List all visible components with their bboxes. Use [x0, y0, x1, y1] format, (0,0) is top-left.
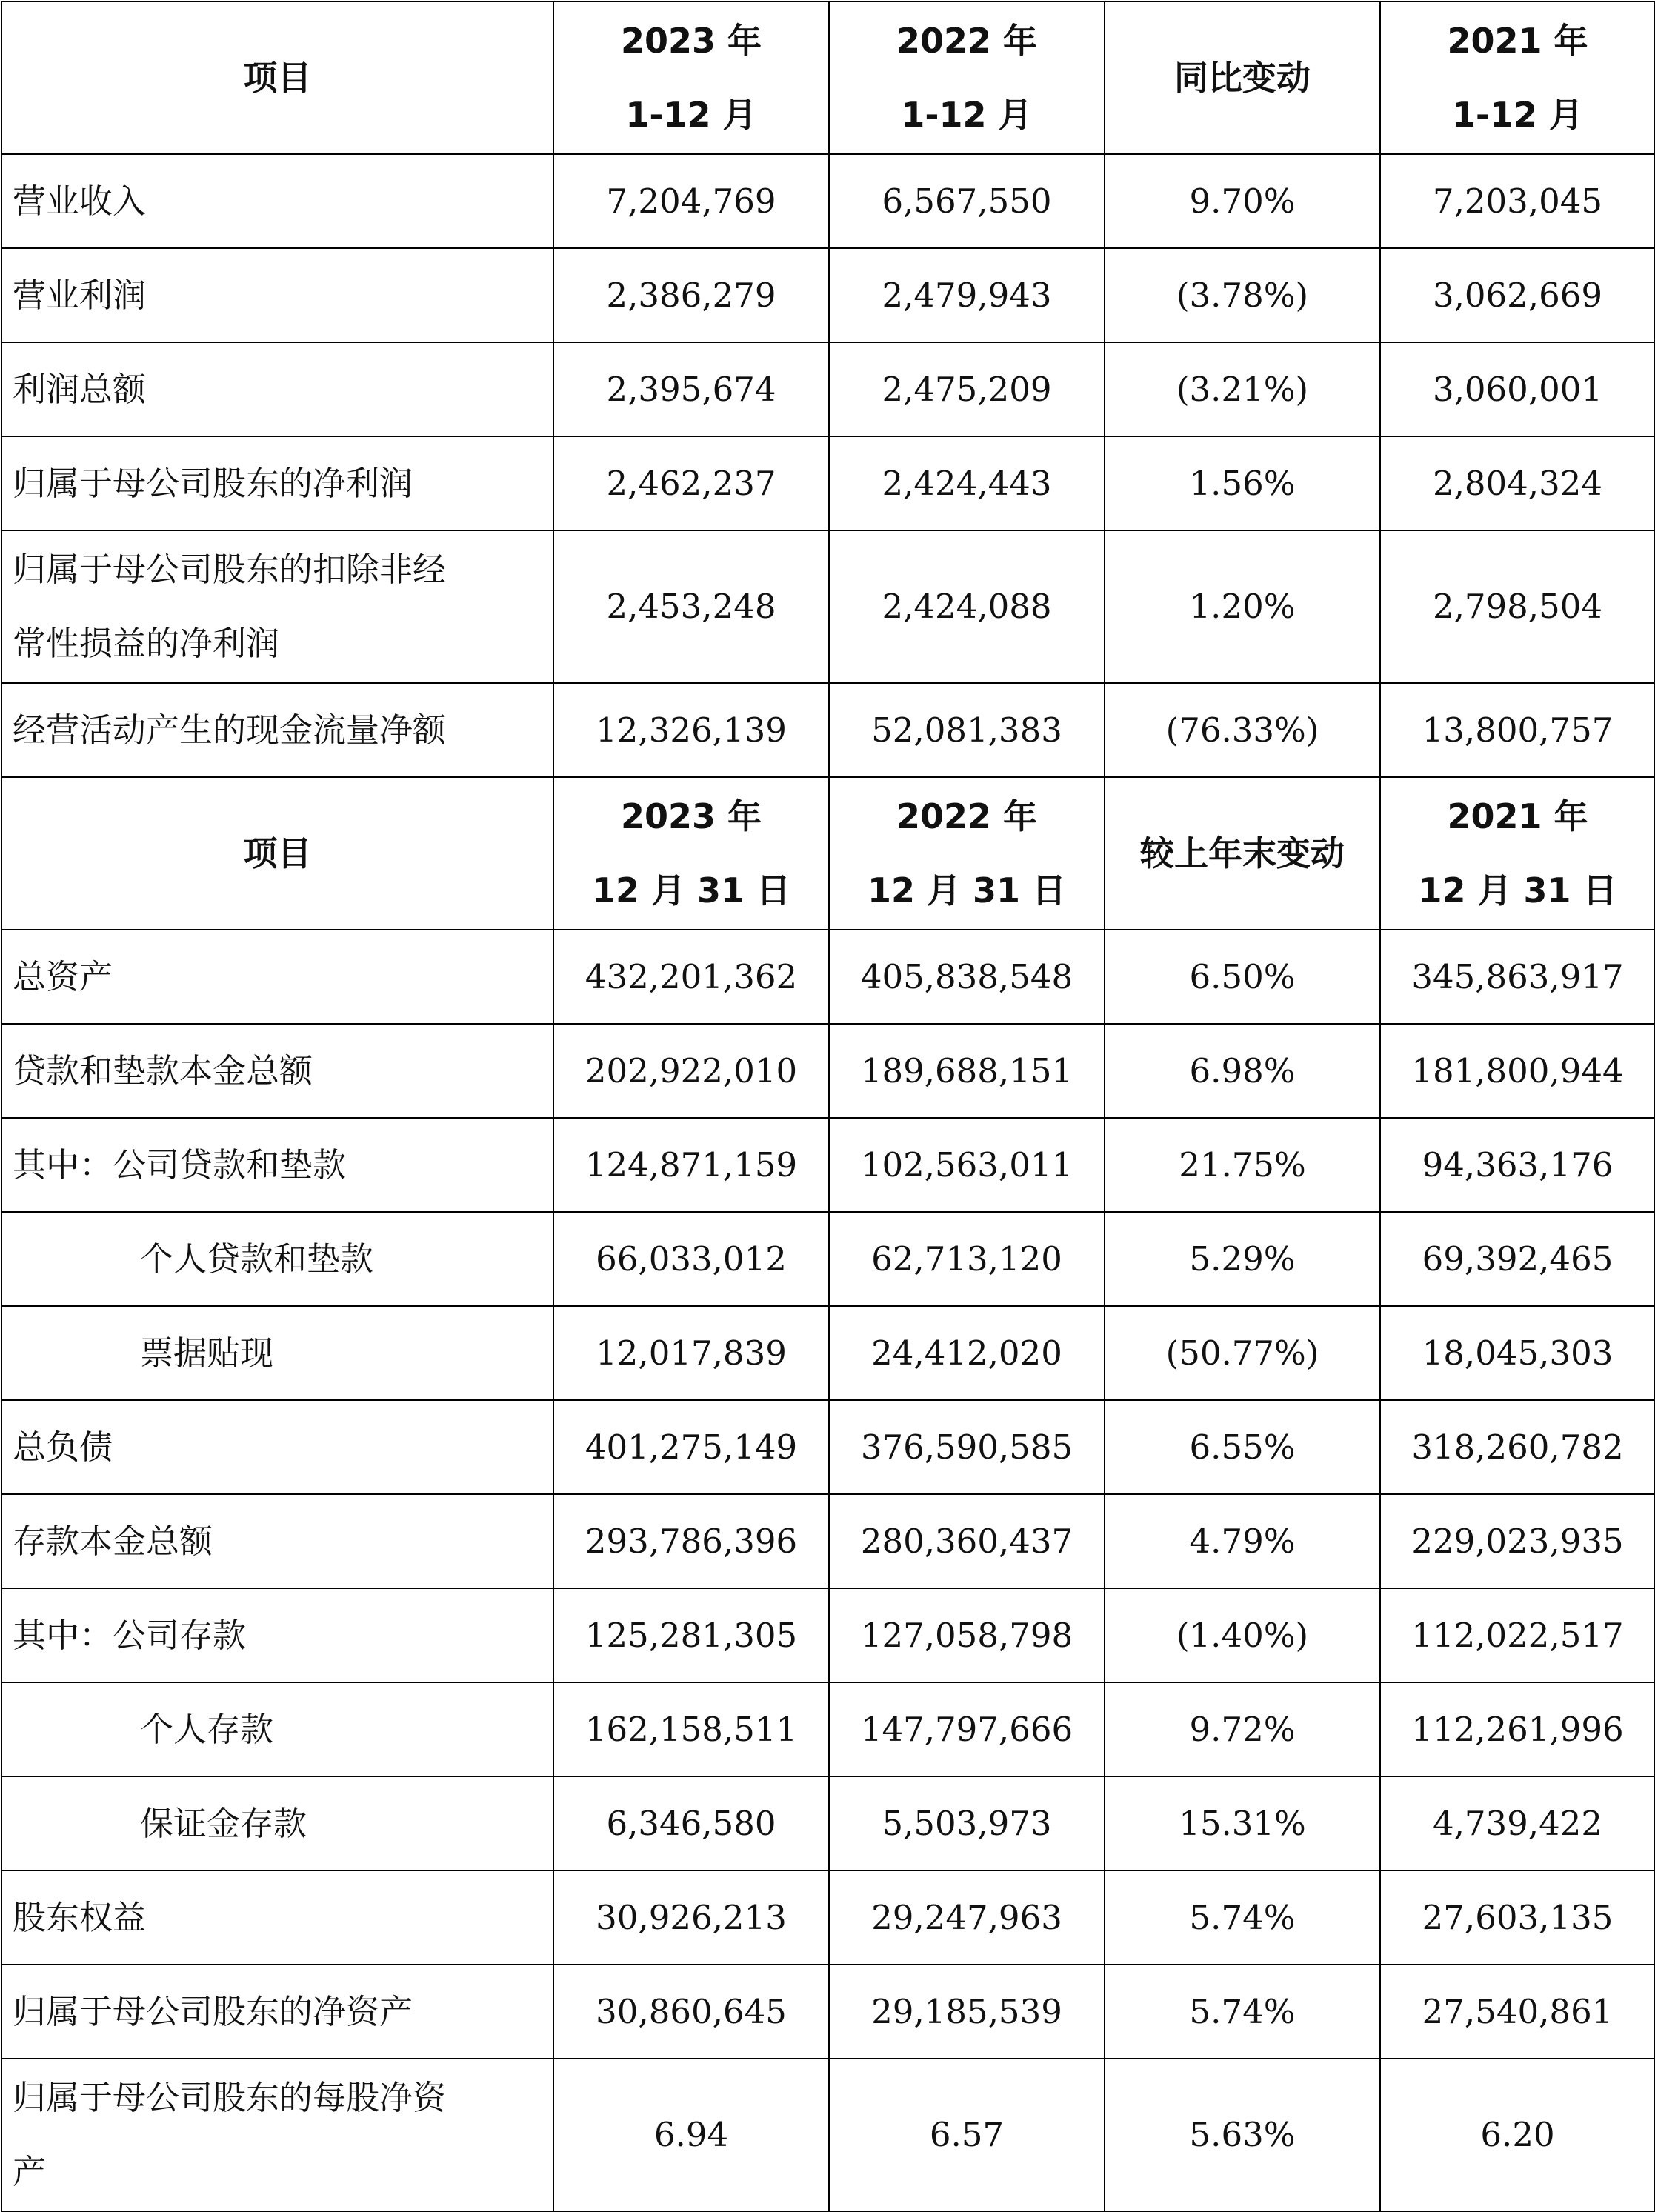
value-2021: 4,739,422	[1380, 1776, 1655, 1870]
value-2022: 2,475,209	[829, 342, 1105, 436]
value-2021: 318,260,782	[1380, 1400, 1655, 1494]
value-change: 9.72%	[1105, 1682, 1380, 1776]
value-2023: 2,462,237	[553, 436, 829, 530]
value-change: 6.98%	[1105, 1024, 1380, 1118]
header-row-balance	[1, 777, 1655, 930]
header-2023	[553, 1, 829, 154]
row-label: 贷款和垫款本金总额	[1, 1024, 553, 1118]
value-2022: 127,058,798	[829, 1588, 1105, 1682]
value-change: (3.78%)	[1105, 248, 1380, 342]
value-2021: 2,798,504	[1380, 530, 1655, 683]
value-2022: 6,567,550	[829, 154, 1105, 248]
row-label: 利润总额	[1, 342, 553, 436]
value-2022: 52,081,383	[829, 683, 1105, 777]
value-2023: 401,275,149	[553, 1400, 829, 1494]
table-row	[1, 1870, 1655, 1965]
value-change: 15.31%	[1105, 1776, 1380, 1870]
value-2023: 30,860,645	[553, 1965, 829, 2059]
table-row	[1, 1306, 1655, 1400]
header-2022-period: 1-12 月	[901, 95, 1033, 135]
value-change: (3.21%)	[1105, 342, 1380, 436]
row-label-line1: 归属于母公司股东的扣除非经	[13, 550, 447, 589]
value-2023: 6,346,580	[553, 1776, 829, 1870]
header-2023-year: 2023 年	[620, 21, 762, 61]
row-label-line2: 常性损益的净利润	[13, 624, 280, 663]
table-row	[1, 154, 1655, 248]
value-change: 1.20%	[1105, 530, 1380, 683]
header-2021-period: 1-12 月	[1451, 95, 1584, 135]
value-2023: 162,158,511	[553, 1682, 829, 1776]
table-row	[1, 1024, 1655, 1118]
header-2023	[553, 777, 829, 930]
row-label-line1: 归属于母公司股东的每股净资	[13, 2078, 447, 2117]
value-2021: 13,800,757	[1380, 683, 1655, 777]
row-label: 个人贷款和垫款	[1, 1212, 553, 1306]
row-label	[1, 530, 553, 683]
financial-summary-table	[1, 1, 1655, 2212]
table-row	[1, 1776, 1655, 1870]
header-row-period	[1, 1, 1655, 154]
value-2021: 27,540,861	[1380, 1965, 1655, 2059]
row-label: 存款本金总额	[1, 1494, 553, 1588]
header-2022-year: 2022 年	[896, 21, 1038, 61]
value-2023: 2,386,279	[553, 248, 829, 342]
row-label: 票据贴现	[1, 1306, 553, 1400]
row-label: 总负债	[1, 1400, 553, 1494]
value-2023: 30,926,213	[553, 1870, 829, 1965]
value-change: 4.79%	[1105, 1494, 1380, 1588]
value-change: 5.74%	[1105, 1965, 1380, 2059]
table-row	[1, 2059, 1655, 2211]
value-2022: 29,247,963	[829, 1870, 1105, 1965]
value-2022: 189,688,151	[829, 1024, 1105, 1118]
value-2023: 2,395,674	[553, 342, 829, 436]
table-row	[1, 530, 1655, 683]
value-change: (1.40%)	[1105, 1588, 1380, 1682]
table-row	[1, 930, 1655, 1024]
header-2021	[1380, 1, 1655, 154]
header-item: 项目	[1, 1, 553, 154]
value-2021: 112,022,517	[1380, 1588, 1655, 1682]
value-2023: 6.94	[553, 2059, 829, 2211]
value-2021: 27,603,135	[1380, 1870, 1655, 1965]
value-2022: 5,503,973	[829, 1776, 1105, 1870]
value-2023: 202,922,010	[553, 1024, 829, 1118]
value-2022: 280,360,437	[829, 1494, 1105, 1588]
header-change-vs-prior-year-end: 较上年末变动	[1105, 777, 1380, 930]
value-2022: 24,412,020	[829, 1306, 1105, 1400]
value-2021: 3,060,001	[1380, 342, 1655, 436]
value-2022: 376,590,585	[829, 1400, 1105, 1494]
value-change: 9.70%	[1105, 154, 1380, 248]
row-label: 其中：公司存款	[1, 1588, 553, 1682]
header-2021	[1380, 777, 1655, 930]
value-change: (50.77%)	[1105, 1306, 1380, 1400]
value-2023: 124,871,159	[553, 1118, 829, 1212]
value-2023: 7,204,769	[553, 154, 829, 248]
value-2021: 7,203,045	[1380, 154, 1655, 248]
value-change: 5.74%	[1105, 1870, 1380, 1965]
row-label: 归属于母公司股东的净利润	[1, 436, 553, 530]
value-change: 5.63%	[1105, 2059, 1380, 2211]
value-change: 1.56%	[1105, 436, 1380, 530]
header-2021-year: 2021 年	[1447, 796, 1588, 836]
row-label: 保证金存款	[1, 1776, 553, 1870]
value-change: (76.33%)	[1105, 683, 1380, 777]
value-2023: 293,786,396	[553, 1494, 829, 1588]
value-2022: 2,479,943	[829, 248, 1105, 342]
value-2021: 3,062,669	[1380, 248, 1655, 342]
value-2023: 125,281,305	[553, 1588, 829, 1682]
value-2021: 18,045,303	[1380, 1306, 1655, 1400]
value-2021: 94,363,176	[1380, 1118, 1655, 1212]
value-2021: 2,804,324	[1380, 436, 1655, 530]
row-label: 营业利润	[1, 248, 553, 342]
header-2022-year: 2022 年	[896, 796, 1038, 836]
table-row	[1, 1965, 1655, 2059]
value-2021: 6.20	[1380, 2059, 1655, 2211]
value-2022: 29,185,539	[829, 1965, 1105, 2059]
row-label: 经营活动产生的现金流量净额	[1, 683, 553, 777]
header-2022	[829, 1, 1105, 154]
header-2023-date: 12 月 31 日	[591, 870, 791, 910]
table-row	[1, 248, 1655, 342]
value-2021: 345,863,917	[1380, 930, 1655, 1024]
value-2022: 405,838,548	[829, 930, 1105, 1024]
value-change: 6.55%	[1105, 1400, 1380, 1494]
table-row	[1, 436, 1655, 530]
value-2022: 2,424,443	[829, 436, 1105, 530]
value-change: 5.29%	[1105, 1212, 1380, 1306]
header-2022	[829, 777, 1105, 930]
row-label: 总资产	[1, 930, 553, 1024]
header-2021-date: 12 月 31 日	[1418, 870, 1617, 910]
table-row	[1, 342, 1655, 436]
value-change: 21.75%	[1105, 1118, 1380, 1212]
value-2022: 147,797,666	[829, 1682, 1105, 1776]
header-2022-date: 12 月 31 日	[867, 870, 1067, 910]
header-yoy-change: 同比变动	[1105, 1, 1380, 154]
row-label: 个人存款	[1, 1682, 553, 1776]
value-2023: 2,453,248	[553, 530, 829, 683]
table-row	[1, 683, 1655, 777]
value-2023: 432,201,362	[553, 930, 829, 1024]
value-2021: 69,392,465	[1380, 1212, 1655, 1306]
row-label: 归属于母公司股东的净资产	[1, 1965, 553, 2059]
table-row	[1, 1494, 1655, 1588]
row-label: 其中：公司贷款和垫款	[1, 1118, 553, 1212]
table-row	[1, 1588, 1655, 1682]
value-2023: 12,326,139	[553, 683, 829, 777]
header-2023-period: 1-12 月	[625, 95, 757, 135]
table-row	[1, 1118, 1655, 1212]
header-item: 项目	[1, 777, 553, 930]
table-row	[1, 1682, 1655, 1776]
value-change: 6.50%	[1105, 930, 1380, 1024]
value-2022: 62,713,120	[829, 1212, 1105, 1306]
header-2023-year: 2023 年	[620, 796, 762, 836]
header-2021-year: 2021 年	[1447, 21, 1588, 61]
value-2022: 2,424,088	[829, 530, 1105, 683]
value-2023: 66,033,012	[553, 1212, 829, 1306]
table-row	[1, 1400, 1655, 1494]
row-label: 营业收入	[1, 154, 553, 248]
value-2021: 181,800,944	[1380, 1024, 1655, 1118]
value-2022: 102,563,011	[829, 1118, 1105, 1212]
row-label-line2: 产	[13, 2152, 47, 2191]
table-row	[1, 1212, 1655, 1306]
row-label	[1, 2059, 553, 2211]
value-2022: 6.57	[829, 2059, 1105, 2211]
value-2021: 112,261,996	[1380, 1682, 1655, 1776]
value-2021: 229,023,935	[1380, 1494, 1655, 1588]
row-label: 股东权益	[1, 1870, 553, 1965]
value-2023: 12,017,839	[553, 1306, 829, 1400]
